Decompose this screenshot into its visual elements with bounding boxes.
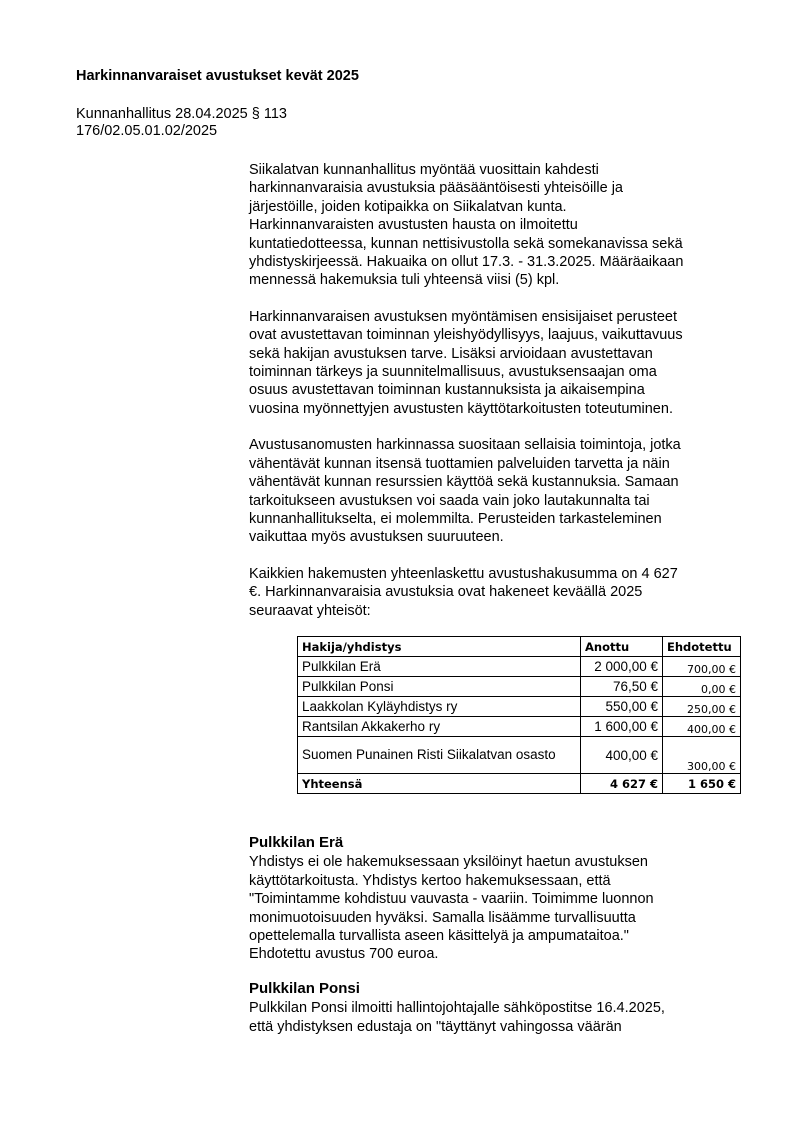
- table-row: [298, 677, 741, 697]
- applicant-name: Rantsilan Akkakerho ry: [298, 717, 581, 737]
- table-row: [298, 657, 741, 677]
- header-applied: Anottu: [581, 637, 663, 657]
- text-line: vähentävät kunnan itsensä tuottamien palveluiden tarvetta ja näin: [249, 455, 670, 472]
- applied-amount: 2 000,00 €: [581, 657, 663, 677]
- grants-table: [297, 636, 741, 794]
- text-line: Pulkkilan Ponsi ilmoitti hallintojohtajalle sähköpostitse 16.4.2025,: [249, 1000, 665, 1017]
- text-line: käyttötarkoitusta. Yhdistys kertoo hakemuksessaan, että: [249, 872, 611, 889]
- text-line: opettelemalla turvallista aseen käsittelyä ja ampumataitoa.": [249, 928, 629, 945]
- header-applicant: Hakija/yhdistys: [298, 637, 581, 657]
- proposed-amount: 400,00 €: [663, 717, 741, 737]
- text-line: harkinnanvaraisia avustuksia pääsääntöisesti yhteisöille ja: [249, 180, 623, 197]
- text-line: kuntatiedotteessa, kunnan nettisivustolla sekä somekanavissa sekä: [249, 235, 683, 252]
- section-pulkkilan-era: [249, 834, 731, 964]
- decision-meta: [76, 106, 287, 140]
- total-label: Yhteensä: [298, 774, 581, 794]
- proposed-amount: 0,00 €: [663, 677, 741, 697]
- text-line: vähentävät kunnan resurssien käyttöä sekä kustannuksia. Samaan: [249, 474, 679, 491]
- applied-amount: 76,50 €: [581, 677, 663, 697]
- proposed-amount: 250,00 €: [663, 697, 741, 717]
- text-line: ovat avustettavan toiminnan yleishyödyllisyys, laajuus, vaikuttavuus: [249, 327, 683, 344]
- text-line: Ehdotettu avustus 700 euroa.: [249, 946, 439, 963]
- meeting-reference: Kunnanhallitus 28.04.2025 § 113: [76, 106, 287, 122]
- applicant-name: Pulkkilan Erä: [298, 657, 581, 677]
- proposed-amount: 700,00 €: [663, 657, 741, 677]
- text-line: Avustusanomusten harkinnassa suositaan sellaisia toimintoja, jotka: [249, 437, 681, 454]
- text-line: Harkinnanvaraisen avustuksen myöntämisen ensisijaiset perusteet: [249, 308, 677, 325]
- text-line: osuus avustettavan toiminnan kustannuksista ja aikaisempina: [249, 382, 645, 399]
- text-line: monimuotoisuuden hyväksi. Samalla lisäämme turvallisuutta: [249, 909, 636, 926]
- header-proposed: Ehdotettu: [663, 637, 741, 657]
- total-paragraph: [249, 565, 731, 620]
- applicant-name: Suomen Punainen Risti Siikalatvan osasto: [298, 737, 581, 774]
- text-line: Yhdistys ei ole hakemuksessaan yksilöinyt haetun avustuksen: [249, 854, 648, 871]
- text-line: €. Harkinnanvaraisia avustuksia ovat hakeneet keväällä 2025: [249, 584, 643, 601]
- text-line: yhdistyskirjeessä. Hakuaika on ollut 17.3. - 31.3.2025. Määräaikaan: [249, 254, 684, 271]
- assessment-paragraph: [249, 436, 731, 546]
- text-line: toiminnan tärkeys ja suunnitelmallisuus, avustuksensaajan oma: [249, 364, 657, 381]
- applicant-name: Laakkolan Kyläyhdistys ry: [298, 697, 581, 717]
- text-line: että yhdistyksen edustaja on "täyttänyt vahingossa väärän: [249, 1018, 622, 1035]
- text-line: Harkinnanvaraisten avustusten hausta on ilmoitettu: [249, 217, 578, 234]
- text-line: mennessä hakemuksia tuli yhteensä viisi (5) kpl.: [249, 272, 560, 289]
- table-row: [298, 697, 741, 717]
- table-header-row: [298, 637, 741, 657]
- text-line: tarkoitukseen avustuksen voi saada vain joko lautakunnalta tai: [249, 492, 650, 509]
- criteria-paragraph: [249, 308, 731, 418]
- applied-amount: 1 600,00 €: [581, 717, 663, 737]
- text-line: sekä hakijan avustuksen tarve. Lisäksi arvioidaan avustettavan: [249, 345, 653, 362]
- text-line: seuraavat yhteisöt:: [249, 602, 371, 619]
- decision-body: [249, 161, 731, 638]
- section-heading: Pulkkilan Erä: [249, 834, 344, 851]
- table-row: [298, 717, 741, 737]
- record-number: 176/02.05.01.02/2025: [76, 123, 218, 139]
- text-line: kunnanhallitukselta, ei molemmilta. Perusteiden tarkasteleminen: [249, 510, 662, 527]
- section-pulkkilan-ponsi: [249, 980, 731, 1036]
- text-line: Kaikkien hakemusten yhteenlaskettu avustushakusumma on 4 627: [249, 565, 678, 582]
- text-line: vaikuttaa myös avustuksen suuruuteen.: [249, 529, 504, 546]
- applied-amount: 550,00 €: [581, 697, 663, 717]
- text-line: "Toimintamme kohdistuu vauvasta - vaariin. Toimimme luonnon: [249, 891, 654, 908]
- table-row: [298, 737, 741, 774]
- text-line: järjestöille, joiden kotipaikka on Siikalatvan kunta.: [249, 198, 567, 215]
- text-line: vuosina myönnettyjen avustusten käyttötarkoitusten toteutuminen.: [249, 400, 673, 417]
- table-total-row: [298, 774, 741, 794]
- applied-amount: 400,00 €: [581, 737, 663, 774]
- intro-paragraph: [249, 161, 731, 290]
- applicant-name: Pulkkilan Ponsi: [298, 677, 581, 697]
- document-title: Harkinnanvaraiset avustukset kevät 2025: [76, 68, 359, 84]
- text-line: Siikalatvan kunnanhallitus myöntää vuosittain kahdesti: [249, 162, 599, 178]
- proposed-amount: 300,00 €: [663, 737, 741, 774]
- total-applied: 4 627 €: [581, 774, 663, 794]
- section-heading: Pulkkilan Ponsi: [249, 980, 360, 997]
- total-proposed: 1 650 €: [663, 774, 741, 794]
